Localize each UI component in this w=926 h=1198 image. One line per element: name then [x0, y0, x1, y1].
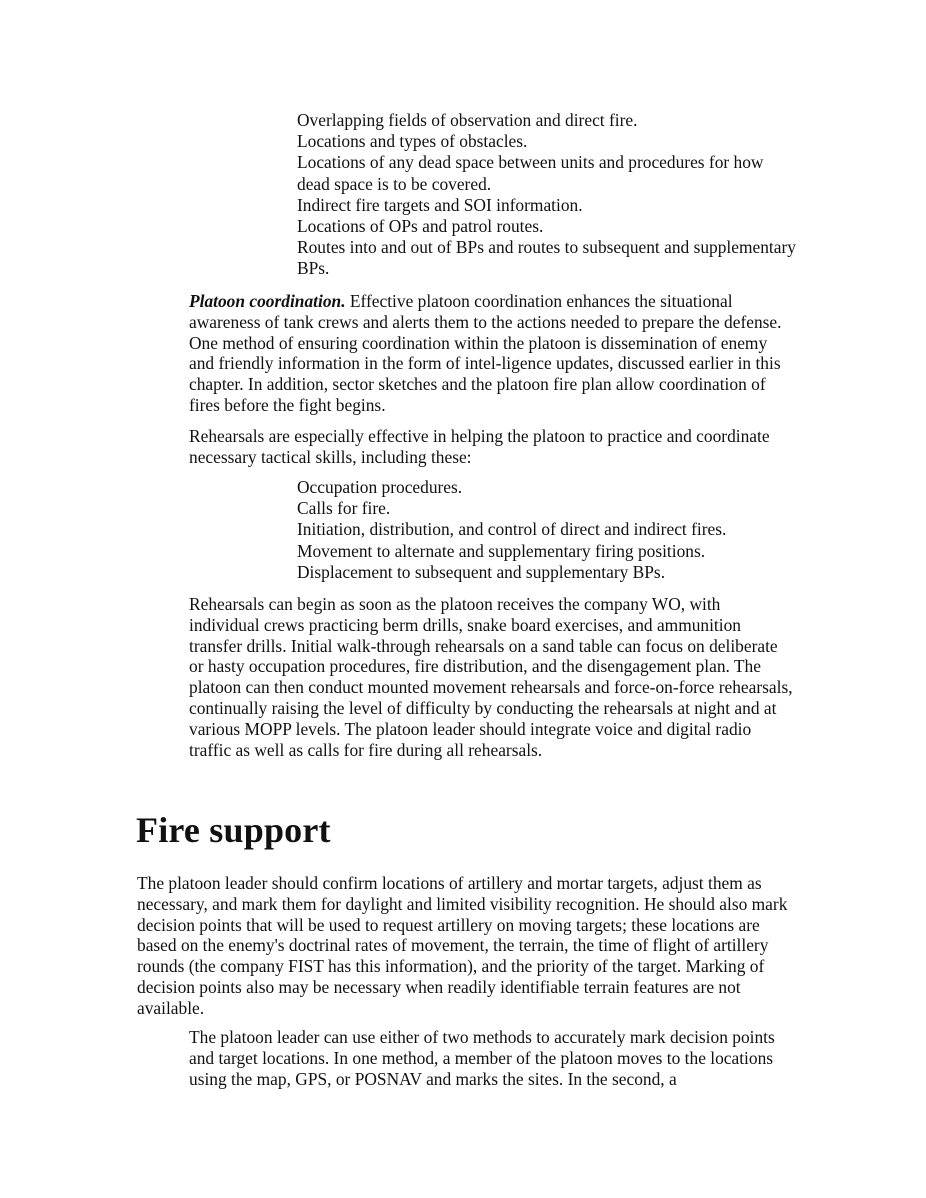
list-item: Locations of OPs and patrol routes.: [297, 216, 544, 237]
rehearsals-begin-paragraph: Rehearsals can begin as soon as the platoon receives the company WO, with individual crews practicing berm drills, snake board exercises, and ammunition transfer drills. Initial walk-through rehearsals on a sand table can focus on deliberate or hasty occupation procedures, fire distribution, and the disengagement plan. The platoon can then conduct mounted movement rehearsals and force-on-force rehearsals, continually raising the level of difficulty by conducting the rehearsals at night and at various MOPP levels. The platoon leader should integrate voice and digital radio traffic as well as calls for fire during all rehearsals.: [189, 594, 793, 760]
list-item: Occupation procedures.: [297, 477, 463, 497]
platoon-coordination-lead: Platoon coordination.: [189, 291, 346, 311]
list-item: Routes into and out of BPs and routes to subsequent and supplementary BPs.: [297, 237, 796, 279]
list-item: Calls for fire.: [297, 498, 391, 519]
list-item: Displacement to subsequent and supplementary BPs.: [297, 561, 666, 582]
tactical-skills-list: [297, 477, 797, 583]
coordination-items-list: [297, 110, 797, 280]
list-item: Movement to alternate and supplementary firing positions.: [297, 540, 706, 561]
list-item: Locations of any dead space between units and procedures for how dead space is to be covered.: [297, 152, 764, 194]
platoon-coordination-paragraph: [189, 291, 789, 416]
fire-support-paragraph: The platoon leader should confirm locations of artillery and mortar targets, adjust them as necessary, and mark them for daylight and limited visibility recognition. He should also mark decision points that will be used to request artillery on moving targets; these locations are based on the enemy's doctrinal rates of movement, the terrain, the time of flight of artillery rounds (the company FIST has this information), and the priority of the target. Marking of decision points also may be necessary when readily identifiable terrain features are not available.: [137, 873, 788, 1018]
marking-methods-paragraph: The platoon leader can use either of two methods to accurately mark decision points and target locations. In one method, a member of the platoon moves to the locations using the map, GPS, or POSNAV and marks the sites. In the second, a: [189, 1027, 775, 1089]
list-item: Overlapping fields of observation and direct fire.: [297, 110, 638, 130]
list-item: Indirect fire targets and SOI information.: [297, 194, 583, 215]
platoon-coordination-text: Effective platoon coordination enhances the situational awareness of tank crews and alerts them to the actions needed to prepare the defense. One method of ensuring coordination within the platoon is dissemination of enemy and friendly information in the form of intel-ligence updates, discussed earlier in this chapter. In addition, sector sketches and the platoon fire plan allow coordination of fires before the fight begins.: [189, 291, 782, 415]
list-item: Locations and types of obstacles.: [297, 131, 528, 152]
fire-support-heading: Fire support: [136, 810, 331, 850]
list-item: Initiation, distribution, and control of direct and indirect fires.: [297, 519, 727, 540]
rehearsals-intro-paragraph: Rehearsals are especially effective in helping the platoon to practice and coordinate necessary tactical skills, including these:: [189, 426, 770, 467]
